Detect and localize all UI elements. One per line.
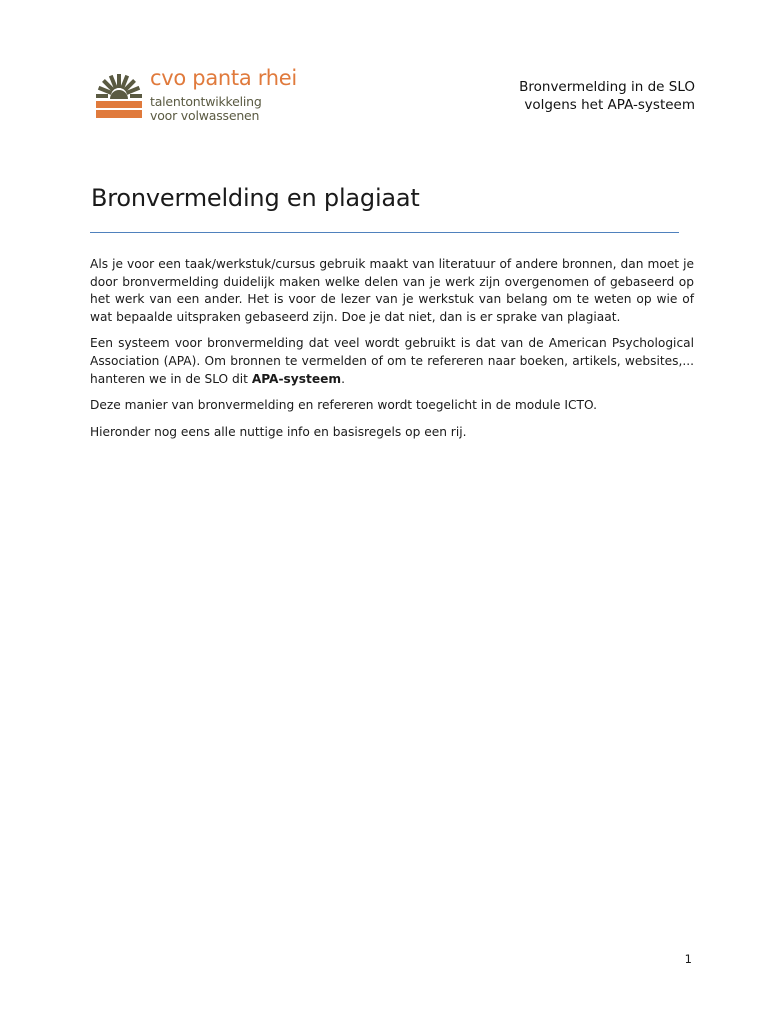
page-title: Bronvermelding en plagiaat <box>91 184 420 212</box>
logo-tagline-line2: voor volwassenen <box>150 108 260 123</box>
paragraph-apa-end: . <box>341 371 345 386</box>
header-line2: volgens het APA-systeem <box>524 97 695 113</box>
paragraph-summary: Hieronder nog eens alle nuttige info en basisregels op een rij. <box>90 424 467 439</box>
apa-system-emphasis: APA-systeem <box>251 371 342 386</box>
document-header <box>519 78 695 114</box>
document-body <box>90 256 694 450</box>
logo-name: cvo panta rhei <box>150 66 297 90</box>
paragraph-plagiarism: Als je voor een taak/werkstuk/cursus gebruik maakt van literatuur of andere bronnen, dan moet je door bronvermelding duidelijk maken welke delen van je werk zijn overgenomen of gebaseerd op het werk van een ander. Het is voor de lezer van je werkstuk van belang om te weten op wie of wat bepaalde uitspraken gebaseerd zijn. Doe je dat niet, dan is er sprake van plagiaat. <box>90 257 694 324</box>
logo-tagline-line1: talentontwikkeling <box>150 94 262 109</box>
header-line1: Bronvermelding in de SLO <box>519 79 695 95</box>
title-divider <box>90 232 679 233</box>
paragraph-icto: Deze manier van bronvermelding en refereren wordt toegelicht in de module ICTO. <box>90 398 597 413</box>
paragraph-apa <box>90 335 694 388</box>
page-number: 1 <box>684 952 692 966</box>
logo <box>96 66 306 123</box>
paragraph-apa-text: Een systeem voor bronvermelding dat veel wordt gebruikt is dat van de American Psychological Association (APA). Om bronnen te vermelden of om te refereren naar boeken, artikels, websites,... hanteren we in de SLO dit <box>90 336 694 386</box>
sunrise-logo-icon <box>96 72 142 118</box>
